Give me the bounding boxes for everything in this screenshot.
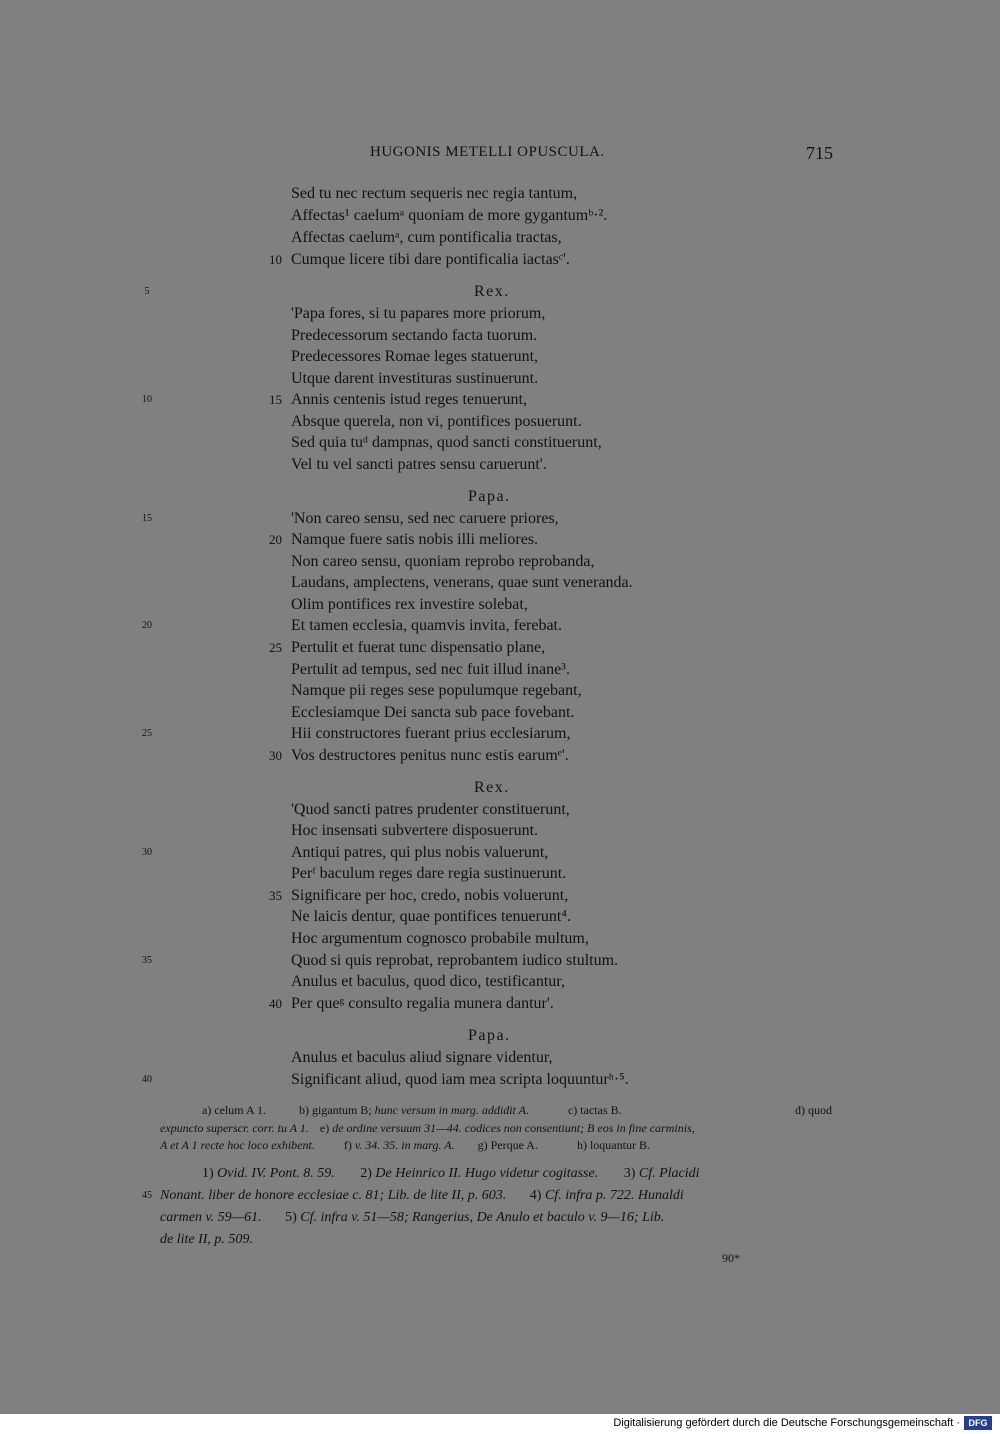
verse-line: Predecessorum sectando facta tuorum. xyxy=(291,327,538,344)
verse-line: 'Papa fores, si tu papares more priorum, xyxy=(291,305,546,322)
line-number: 35 xyxy=(269,888,282,903)
speaker-label: Rex. xyxy=(474,283,510,300)
apparatus-entry: c) tactas B. xyxy=(567,1103,622,1117)
apparatus-entry: de ordine versuum 31—44. codices non consentiunt; B eos in fine carminis, xyxy=(332,1121,695,1135)
margin-number: 30 xyxy=(142,847,152,858)
verse-line: Anulus et baculus aliud signare videntur, xyxy=(291,1049,553,1066)
verse-line: Ne laicis dentur, quae pontifices tenuerunt⁴. xyxy=(291,908,571,925)
verse-line: Laudans, amplectens, venerans, quae sunt veneranda. xyxy=(291,574,633,591)
apparatus-entry: v. 34. 35. in marg. A. xyxy=(354,1138,455,1152)
line-number: 40 xyxy=(269,996,282,1011)
verse-line: Significant aliud, quod iam mea scripta loquunturʰ·⁵. xyxy=(291,1071,629,1088)
note-number: 3) xyxy=(623,1166,636,1181)
note-text: Cf. infra p. 722. Hunaldi xyxy=(544,1188,684,1203)
verse-line: Annis centenis istud reges tenuerunt, xyxy=(291,391,527,408)
verse-line: Olim pontifices rex investire solebat, xyxy=(291,596,528,613)
line-number: 25 xyxy=(269,640,282,655)
verse-line: Hoc insensati subvertere disposuerunt. xyxy=(291,822,539,839)
apparatus-entry: A et A 1 recte hoc loco exhibent. xyxy=(160,1138,315,1152)
verse-line: Cumque licere tibi dare pontificalia iactasᶜ'. xyxy=(291,251,570,268)
verse-line: Hoc argumentum cognosco probabile multum, xyxy=(291,930,589,947)
apparatus-entry: f) xyxy=(343,1138,352,1152)
apparatus-line xyxy=(160,1102,832,1120)
margin-number: 20 xyxy=(142,620,152,631)
note-text: Cf. Placidi xyxy=(638,1166,700,1181)
verse-line: Perᶠ baculum reges dare regia sustinuerunt. xyxy=(291,865,567,882)
line-number: 10 xyxy=(269,252,282,267)
verse-line: Pertulit et fuerat tunc dispensatio plane, xyxy=(291,639,546,656)
margin-number: 45 xyxy=(142,1190,152,1201)
verse-line: Anulus et baculus, quod dico, testificantur, xyxy=(291,973,565,990)
apparatus-line xyxy=(160,1137,832,1155)
verse-line: Ecclesiamque Dei sancta sub pace fovebant. xyxy=(291,704,575,721)
verse-line: Quod si quis reprobat, reprobantem iudico stultum. xyxy=(291,952,619,969)
speaker-label: Papa. xyxy=(468,488,511,505)
margin-number: 5 xyxy=(144,286,150,297)
line-number: 20 xyxy=(269,532,282,547)
margin-number: 15 xyxy=(142,513,152,524)
verse-line: Predecessores Romae leges statuerunt, xyxy=(291,348,539,365)
speaker-label: Papa. xyxy=(468,1027,511,1044)
note-number: 2) xyxy=(360,1166,372,1181)
verse-line: Affectas¹ caelumᵃ quoniam de more gygantumᵇ·². xyxy=(291,207,608,224)
note-line xyxy=(160,1163,832,1184)
verse-line: Et tamen ecclesia, quamvis invita, ferebat. xyxy=(291,617,562,634)
line-number: 30 xyxy=(269,748,282,763)
margin-number: 25 xyxy=(142,728,152,739)
verse-line: Antiqui patres, qui plus nobis valuerunt, xyxy=(291,844,549,861)
apparatus-entry: hunc versum in marg. addidit A. xyxy=(374,1103,529,1117)
signature-mark: 90* xyxy=(722,1251,740,1265)
verse-line: 'Quod sancti patres prudenter constituerunt, xyxy=(291,801,570,818)
verse-line: Namque fuere satis nobis illi meliores. xyxy=(291,531,539,548)
apparatus-entry: d) quod xyxy=(795,1103,832,1117)
note-line xyxy=(160,1185,832,1206)
verse-line: Absque querela, non vi, pontifices posuerunt. xyxy=(291,413,582,430)
note-number: 1) xyxy=(202,1166,214,1181)
note-text: Nonant. liber de honore ecclesiae c. 81; Lib. de lite II, p. 603. xyxy=(160,1188,507,1203)
margin-number: 40 xyxy=(142,1074,152,1085)
verse-line: Affectas caelumᵃ, cum pontificalia tractas, xyxy=(291,229,562,246)
verse-line: Sed quia tuᵈ dampnas, quod sancti constituerunt, xyxy=(291,434,602,451)
note-text: Cf. infra v. 51—58; Rangerius, De Anulo et baculo v. 9—16; Lib. xyxy=(300,1210,665,1225)
verse-line: Non careo sensu, quoniam reprobo reprobanda, xyxy=(291,553,595,570)
note-text: carmen v. 59—61. xyxy=(160,1210,262,1225)
running-head: HUGONIS METELLI OPUSCULA. xyxy=(370,144,605,160)
note-text: De Heinrico II. Hugo videtur cogitasse. xyxy=(375,1166,599,1181)
apparatus-line xyxy=(160,1120,832,1138)
apparatus-entry: g) Perque A. xyxy=(477,1138,538,1152)
verse-line: Per queᵍ consulto regalia munera dantur'. xyxy=(291,995,554,1012)
verse-line: Namque pii reges sese populumque regebant, xyxy=(291,682,582,699)
verse-line: Pertulit ad tempus, sed nec fuit illud inane³. xyxy=(291,661,570,678)
margin-number: 35 xyxy=(142,955,152,966)
note-number: 5) xyxy=(285,1210,297,1225)
verse-line: Vel tu vel sancti patres sensu caruerunt'. xyxy=(291,456,547,473)
apparatus-entry: h) loquantur B. xyxy=(576,1138,650,1152)
margin-number: 10 xyxy=(142,394,152,405)
dfg-logo: DFG xyxy=(964,1416,992,1430)
note-line xyxy=(160,1229,832,1250)
apparatus-entry: expuncto superscr. corr. tu A 1. xyxy=(160,1121,309,1135)
verse-line: Significare per hoc, credo, nobis voluerunt, xyxy=(291,887,569,904)
verse-line: Sed tu nec rectum sequeris nec regia tantum, xyxy=(291,185,578,202)
verse-line: 'Non careo sensu, sed nec caruere priores, xyxy=(291,510,559,527)
verse-line: Vos destructores penitus nunc estis earumᵉ'. xyxy=(291,747,569,764)
note-text: Ovid. IV. Pont. 8. 59. xyxy=(217,1166,335,1181)
note-text: de lite II, p. 509. xyxy=(160,1232,253,1247)
page-number: 715 xyxy=(806,143,833,163)
apparatus-entry: a) celum A 1. xyxy=(202,1103,266,1117)
verse-line: Hii constructores fuerant prius ecclesiarum, xyxy=(291,725,571,742)
line-number: 15 xyxy=(269,392,282,407)
speaker-label: Rex. xyxy=(474,779,510,796)
verse-line: Utque darent investituras sustinuerunt. xyxy=(291,370,539,387)
note-line xyxy=(160,1207,832,1228)
funding-notice: Digitalisierung gefördert durch die Deutsche Forschungsgemeinschaft · xyxy=(613,1417,960,1429)
note-number: 4) xyxy=(529,1188,542,1203)
apparatus-entry: e) xyxy=(319,1121,330,1135)
apparatus-entry: b) gigantum B; xyxy=(298,1103,372,1117)
